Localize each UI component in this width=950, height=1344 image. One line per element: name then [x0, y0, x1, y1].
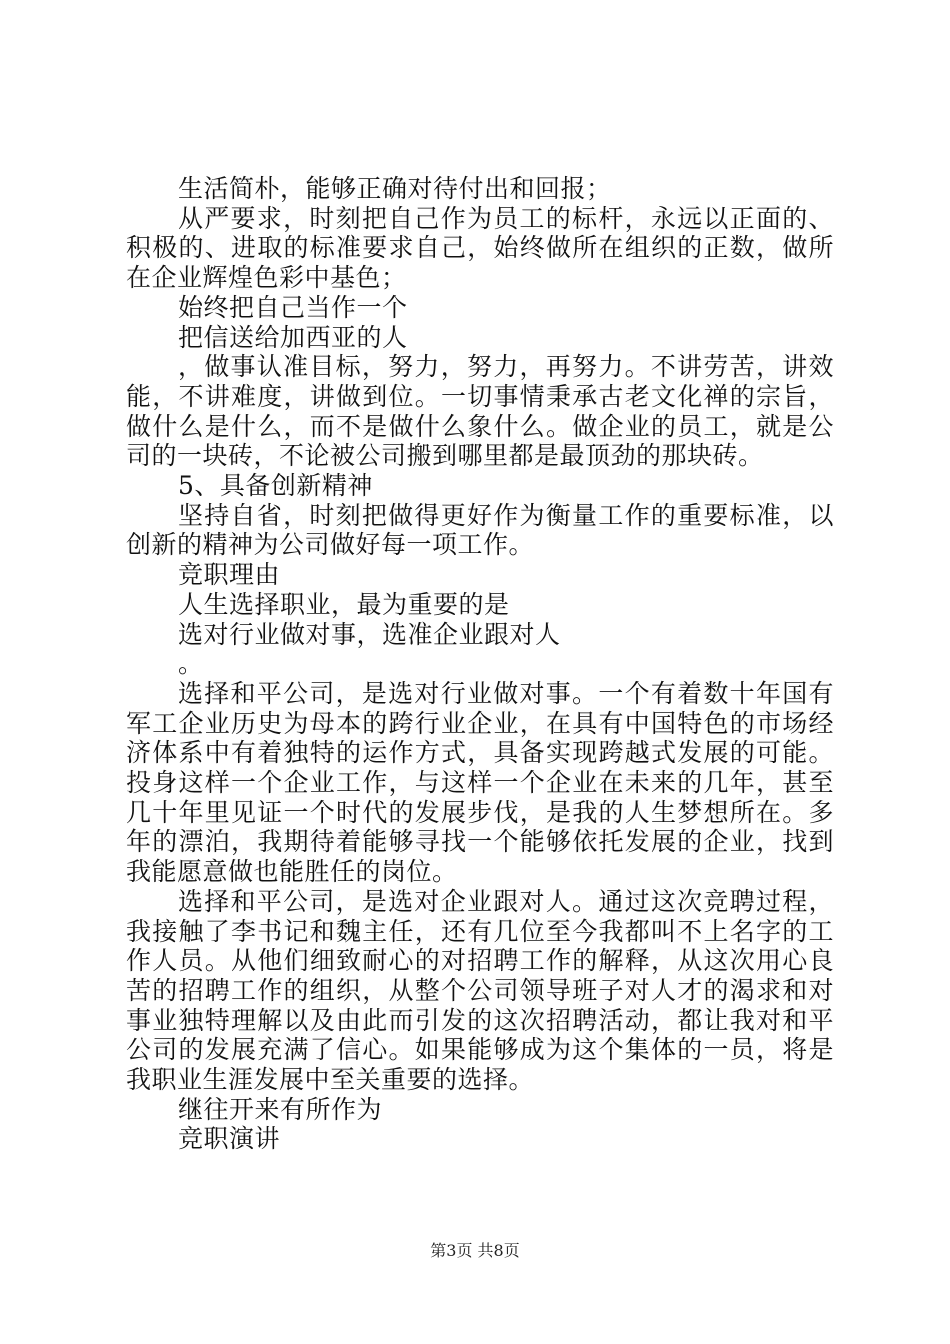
text-line: ，做事认准目标，努力，努力，再努力。不讲劳苦，讲效 — [178, 352, 834, 381]
text-line: 坚持自省，时刻把做得更好作为衡量工作的重要标准，以 — [178, 501, 834, 530]
text-line: 把信送给加西亚的人 — [178, 323, 408, 352]
text-line: 投身这样一个企业工作，与这样一个企业在未来的几年，甚至 — [126, 768, 834, 797]
text-line: 继往开来有所作为 — [178, 1095, 383, 1124]
text-line: 积极的、进取的标准要求自己，始终做所在组织的正数，做所 — [126, 233, 834, 262]
text-line: 我能愿意做也能胜任的岗位。 — [126, 857, 458, 886]
text-line: 能，不讲难度，讲做到位。一切事情秉承古老文化禅的宗旨， — [126, 382, 834, 411]
text-line: 做什么是什么，而不是做什么象什么。做企业的员工，就是公 — [126, 412, 834, 441]
text-line: 选对行业做对事，选准企业跟对人 — [178, 620, 561, 649]
text-line: 。 — [178, 649, 204, 678]
text-line: 事业独特理解以及由此而引发的这次招聘活动，都让我对和平 — [126, 1006, 834, 1035]
text-line: 始终把自己当作一个 — [178, 293, 408, 322]
section-heading: 竞职理由 — [178, 560, 281, 589]
text-line: 创新的精神为公司做好每一项工作。 — [126, 530, 535, 559]
text-line: 人生选择职业，最为重要的是 — [178, 590, 510, 619]
text-line: 年的漂泊，我期待着能够寻找一个能够依托发展的企业，找到 — [126, 827, 834, 856]
text-line: 从严要求，时刻把自己作为员工的标杆，永远以正面的、 — [178, 204, 834, 233]
text-line: 生活简朴，能够正确对待付出和回报； — [178, 174, 612, 203]
text-line: 我职业生涯发展中至关重要的选择。 — [126, 1065, 535, 1094]
text-line: 济体系中有着独特的运作方式，具备实现跨越式发展的可能。 — [126, 738, 834, 767]
page-footer: 第3页 共8页 — [430, 1241, 520, 1260]
text-line: 军工企业历史为母本的跨行业企业，在具有中国特色的市场经 — [126, 709, 834, 738]
text-line: 我接触了李书记和魏主任，还有几位至今我都叫不上名字的工 — [126, 917, 834, 946]
text-line: 选择和平公司，是选对企业跟对人。通过这次竞聘过程， — [178, 887, 834, 916]
text-line: 在企业辉煌色彩中基色； — [126, 263, 407, 292]
text-line: 几十年里见证一个时代的发展步伐，是我的人生梦想所在。多 — [126, 798, 834, 827]
text-line: 选择和平公司，是选对行业做对事。一个有着数十年国有 — [178, 679, 834, 708]
section-heading: 5、具备创新精神 — [178, 471, 373, 500]
text-line: 竞职演讲 — [178, 1124, 281, 1153]
text-line: 苦的招聘工作的组织，从整个公司领导班子对人才的渴求和对 — [126, 976, 834, 1005]
text-line: 公司的发展充满了信心。如果能够成为这个集体的一员，将是 — [126, 1035, 834, 1064]
text-line: 作人员。从他们细致耐心的对招聘工作的解释，从这次用心良 — [126, 946, 834, 975]
text-line: 司的一块砖，不论被公司搬到哪里都是最顶劲的那块砖。 — [126, 441, 764, 470]
